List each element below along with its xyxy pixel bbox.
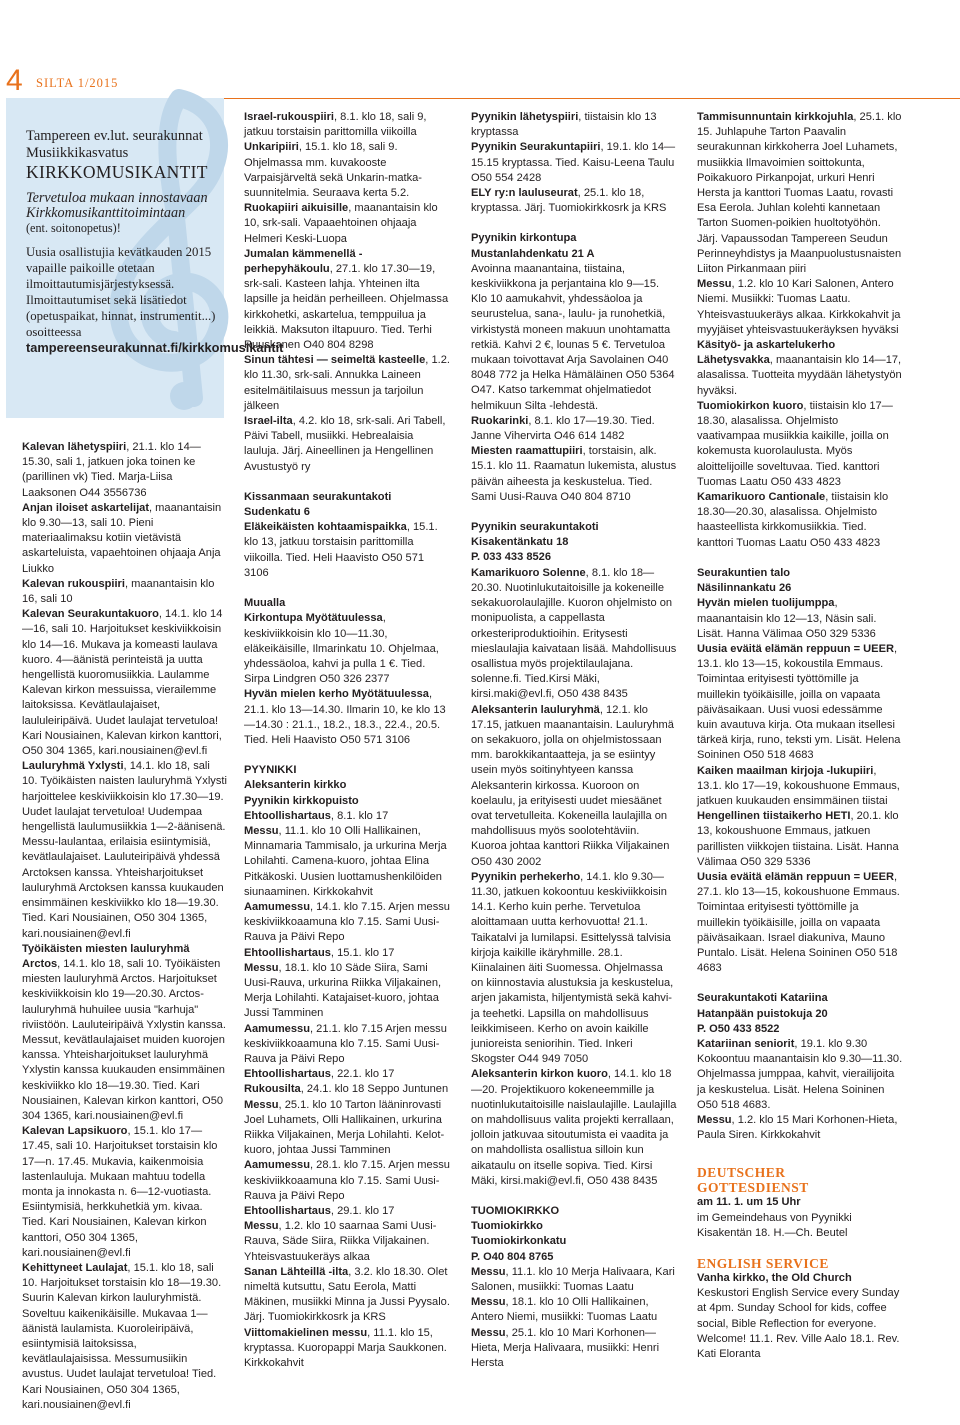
service-item: Rukousilta, 24.1. klo 18 Seppo Juntunen (244, 1083, 449, 1096)
kirkontupa-text: Avoinna maanantaina, tiistaina, keskiviikkona ja perjantaina klo 9—15. Klo 10 aamukahvit, yhdessäoloa ja seurustelua, sana-, laulu- ja runohetkiä, virkistystä moneen makuun unohtamatta retkiä. Kahvi 2 €, lounas 5 €. Tervetuloa mukaan toivottavat Arja Savolainen O40 8048 772 ja Helka Hämäläinen O50 5364 O47. Katso tarkemmat ohjelmatiedot helmikuun Silta -lehdestä. (471, 262, 675, 412)
tuomiokirkko-heading: TUOMIOKIRKKO (471, 1205, 560, 1218)
event-item: Tammisunnuntain kirkkojuhla, 25.1. klo 15. Juhlapuhe Tarton Paavalin seurakunnan kirkkoherra Joel Luhamets, musiikkia Ilmavoimien soittokunta, Poikakuoro Pirkanpojat, urkuri Henri Hersta ja kanttori Tuomas Laatu, rovasti Esa Eerola. Juhlan kolehti kannetaan Tarton Suomen-poikien huoltotyöhön. Järj. Vapaussodan Tampereen Seudun Perinneyhdistys ja Maanpuolustusnaisten Liiton Pirkanmaan piiri (697, 111, 902, 276)
column-1 (22, 440, 228, 1413)
event-item: Ruokarinki, 8.1. klo 17—19.30. Tied. Janne Vihervirta O46 614 1482 (471, 414, 655, 443)
service-item: Ehtoollishartaus, 8.1. klo 17 (244, 809, 389, 822)
en-text: Keskustori English Service every Sunday at 4pm. Sunday School for kids, coffee social, Bible Reflection for everyone. Welcome! 11.1. Rev. Ville Aalo 18.1. Rev. Kati Eloranta (697, 1287, 900, 1361)
event-item: Kirkontupa Myötätuulessa, keskiviikkoisin klo 10—11.30, eläkeikäisille, Ilmarinkatu 10. Ohjelmaa, yhdessäoloa, kahvi ja pulla 1 €. Tied. Sirpa Lindgren O50 326 2377 (244, 612, 439, 686)
event-item: Israel-ilta, 4.2. klo 18, srk-sali. Ari Tabell, Päivi Tabell, musiikki. Hebrealaisia lauluja. Järj. Aineellinen ja Hengellinen Avustustyö ry (244, 415, 446, 473)
service-item: Viittomakielinen messu, 11.1. klo 15, kryptassa. Kuoropappi Marja Saukkonen. Kirkkokahvit (244, 1326, 447, 1370)
event-item: Kalevan rukouspiiri, maanantaisin klo 16, sali 10 (22, 577, 215, 606)
event-item: Pyynikin Seurakuntapiiri, 19.1. klo 14—15.15 kryptassa. Tied. Kaisu-Leena Taulu O50 554 2428 (471, 141, 676, 184)
english-service-heading: ENGLISH SERVICE (697, 1256, 829, 1272)
talo-heading: Seurakuntien talo (697, 566, 791, 579)
event-item: Hyvän mielen tuolijumppa, maanantaisin klo 12—13, Näsin sali. Lisät. Hanna Välimaa O50 329 5336 (697, 597, 877, 640)
column-3 (471, 110, 677, 1371)
publication-title: SILTA 1/2015 (36, 76, 119, 90)
event-item: Pyynikin perhekerho, 14.1. klo 9.30—11.30, jatkuen kokoontuu keskiviikkoisin 14.1. Kerho kuin perhe. Tervetuloa aloittamaan uutta kerhovuotta! 21.1. Taikatalvi ja lumilapsi. Esittelyssä talvisia kirjoja kaikille ikäryhmille. 28.1. Kiinalainen äiti Suomessa. Ohjelmassa on kiinnostavia alustuksia ja keskustelua, arjen jakamista, hiljentymistä sekä kahvi- ja teehetki. Lapsilla on mahdollisuus leikkimiseen. Kerho on avoin kaikille junioreista seniorihin. Tied. Inkeri Skogster O44 949 7050 (471, 870, 674, 1066)
kirkkomusikantit-box (6, 98, 284, 418)
aleksanterin-kirkko-heading: Aleksanterin kirkko (244, 779, 347, 792)
kirkontupa-address: Mustanlahdenkatu 21 A (471, 247, 595, 260)
service-item: Sanan Lähteillä -ilta, 3.2. klo 18.30. Olet nimeltä kutsuttu, Satu Eerola, Matti Mäkinen, musiikki Minna ja Jussi Pyysalo. Järj. Tuomiokirkkosrk ja KRS (244, 1265, 450, 1324)
pyynikin-kirkkopuisto-heading: Pyynikin kirkkopuisto (244, 794, 359, 807)
event-item: Käsityö- ja askartelukerho Lähetysvakka, maanantaisin klo 14—17, alasalissa. Tuotteita myydään lähetystyön hyväksi. (697, 339, 902, 397)
katariina-phone: P. O50 433 8522 (697, 1022, 780, 1035)
service-item: Messu, 11.1. klo 10 Merja Halivaara, Kari Salonen, musiikki: Tuomas Laatu (471, 1265, 675, 1294)
service-item: Messu, 25.1. klo 10 Mari Korhonen—Hieta, Merja Halivaara, musiikki: Henri Hersta (471, 1326, 660, 1370)
muualla-heading: Muualla (244, 597, 286, 610)
event-item: Aleksanterin kirkon kuoro, 14.1. klo 18—20. Projektikuoro kokeneemmille ja nuotinlukutaitoisille naislaulajille. Laulajilla on mahdollisuus valita projekti kerrallaan, jolloin jatkuvaa sitoutumista ei vaadita ja on mahdollista osallistua silloin kun aikataulu on itselle sopiva. Tied. Kirsi Mäki, kirsi.maki@evl.fi, O50 438 8435 (471, 1068, 677, 1187)
event-item: Uusia eväitä elämän reppuun = UEER, 27.1. klo 13—15, kokoushuone Emmaus. Toimintaa erityisesti työttömille ja muillekin työikäisille, joilla on vapaata päiväsaikaan. Israel diakuniva, Mauno Puntalo. Lisät. Helena Soininen O50 518 4683 (697, 870, 900, 975)
service-item: Messu, 18.1. klo 10 Olli Hallikainen, Antero Niemi, musiikki: Tuomas Laatu (471, 1296, 658, 1324)
event-item: Ruokapiiri aikuisille, maanantaisin klo 10, srk-sali. Vapaaehtoinen ohjaaja Helmeri Keski-Luopa (244, 202, 438, 245)
event-item: Israel-rukouspiiri, 8.1. klo 18, sali 9, jatkuu torstaisin parittomilla viikoilla (244, 111, 427, 139)
service-item: Aamumessu, 28.1. klo 7.15. Arjen messu keskiviikkoaamuna klo 7.15. Sami Uusi-Rauva ja Päivi Repo (244, 1159, 450, 1202)
service-item: Ehtoollishartaus, 29.1. klo 17 (244, 1205, 395, 1218)
event-item: Pyynikin lähetyspiiri, tiistaisin klo 13 kryptassa (471, 111, 657, 139)
katariina-heading: Seurakuntakoti Katariina (697, 992, 828, 1005)
event-item: Messu, 1.2. klo 10 Kari Salonen, Antero Niemi. Musiikki: Tuomas Laatu. Yhteisvastuukeräys alkaa. Kirkkokahvit ja myyjäiset yhteisvastuukeräyksen hyväksi (697, 278, 901, 336)
event-item: Kalevan Lapsikuoro, 15.1. klo 17—17.45, sali 10. Harjoitukset torstaisin klo 17—n. 17.45. Mukavia, kaikenmoisia lastenlauluja. Mukaan mahtuu todella monta ja innokasta n. 6—12-vuotiasta. Esiintymisiä, herkkuhetkiä ym. kivaa. Tied. Kari Nousiainen, Kalevan kirkon kanttori, O50 304 1365, kari.nousiainen@evl.fi (22, 1125, 218, 1259)
box-title: KIRKKOMUSIKANTIT (26, 162, 208, 182)
tuomiokirkko-address: Tuomiokirkonkatu (471, 1235, 567, 1248)
event-item: Jumalan kämmenellä -perhepyhäkoulu, 27.1. klo 17.30—19, srk-sali. Kasteen lahja. Yhteinen ilta lapsille ja heidän perheilleen. Ohjelmassa kirkkohetki, askartelua, temppuilua ja leikkiä. Maksuton iltapuuro. Tied. Terhi Ruuskanen O40 804 8298 (244, 247, 449, 352)
event-item: Messu, 1.2. klo 15 Mari Korhonen-Hieta, Paula Siren. Kirkkokahvit (697, 1114, 898, 1142)
gottesdienst-heading: GOTTESDIENST (697, 1180, 809, 1196)
srkkoti-address: Kisakentänkatu 18 (471, 536, 569, 549)
event-item: Aleksanterin lauluryhmä, 12.1. klo 17.15, jatkuen maanantaisin. Lauluryhmä on sekakuoro, jolla on ohjelmistossaan mm. barokkikantaatteja, ja se esiintyy usein myös soitinyhtyeen kanssa Aleksanterin kirkossa. Kuoroon on koelaulu, ja erityisesti uudet miesäänet ovat tervetulleita. Kokeneilla laulajilla on mahdollisuus myös soolotehtäviin. Kuoroa johtaa kanttori Riikka Viljakainen O50 430 2002 (471, 703, 674, 868)
event-item: Anjan iloiset askartelijat, maanantaisin klo 9.30—13, sali 10. Pieni materiaalimaksu kotiin vietävistä askarteluista, vapaehtoinen ohjaaja Anja Liukko (22, 501, 222, 575)
event-item: Kamarikuoro Solenne, 8.1. klo 18—20.30. Nuotinlukutaitoisille ja kokeneille sekakuorolaulajille. Kuoron ohjelmisto on monipuolista, a cappellasta orkesteriproduktioihin. Eritysesti mieslaulajia kaivataan lisää. Mahdollisuus osallistua myös projektilaulajana. solenne.fi. Tied.Kirsi Mäki, kirsi.maki@evl.fi, O50 438 8435 (471, 566, 677, 701)
talo-address: Näsilinnankatu 26 (697, 582, 792, 595)
srkkoti-heading: Pyynikin seurakuntakoti (471, 521, 599, 534)
kissanmaa-item: Eläkeikäisten kohtaamispaikka, 15.1. klo 13, jatkuu torstaisin parittomilla viikoilla. Tied. Heli Haavisto O50 571 3106 (244, 521, 438, 579)
event-item: Kalevan lähetyspiiri, 21.1. klo 14—15.30, sali 1, jatkuen joka toinen ke (parillinen vk) Tied. Marja-Liisa Laaksonen O44 3556736 (22, 441, 201, 499)
event-item: Katariinan seniorit, 19.1. klo 9.30 Kokoontuu maanantaisin klo 9.30—11.30. Ohjelmassa jumppaa, kahvit, vierailijoita ja keskustelua. Lisät. Helena Soininen O50 518 4683. (697, 1037, 903, 1111)
event-item: ELY ry:n lauluseurat, 25.1. klo 18, kryptassa. Järj. Tuomiokirkkosrk ja KRS (471, 187, 667, 215)
srkkoti-phone: P. 033 433 8526 (471, 551, 551, 564)
box-intro: Tervetuloa mukaan innostavaan Kirkkomusikanttitoimintaan (26, 190, 208, 221)
box-line1: Tampereen ev.lut. seurakunnat (26, 128, 203, 144)
service-item: Ehtoollishartaus, 22.1. klo 17 (244, 1068, 395, 1081)
kissanmaa-address: Sudenkatu 6 (244, 506, 310, 519)
box-url[interactable]: tampereenseurakunnat.fi/kirkkomusikantit (26, 340, 284, 355)
page-number: 4 (6, 64, 23, 97)
de-text: im Gemeindehaus von Pyynikki Kisakentän 18. H.—Ch. Beutel (697, 1211, 852, 1239)
column-2 (244, 110, 450, 1371)
service-item: Messu, 1.2. klo 10 saarnaa Sami Uusi-Rauva, Säde Siira, Riikka Viljakainen. Yhteisvastuukeräys alkaa (244, 1220, 437, 1263)
event-item: Kalevan Seurakuntakuoro, 14.1. klo 14—16, sali 10. Harjoitukset keskiviikkoisin klo 14—16. Mukava ja komeasti laulava kuoro. 4—äänistä perinteistä ja uutta hengellistä kuoromusiikkia. Laulamme Kalevan kirkon messuissa, vierailemme laitoksissa. Kevätlaulajaiset, laululeiripäivä. Uudet laulajat tervetuloa! Kari Nousiainen, Kalevan kirkon kanttori, O50 304 1365, kari.nousiainen@evl.fi (22, 608, 223, 758)
event-item: Uusia eväitä elämän reppuun = UEER, 13.1. klo 13—15, kokoustila Emmaus. Toimintaa erityisesti työttömille ja muillekin työikäisille, joilla on vapaata päiväsaikaan. Uusi vuosi edessämme kuin avautuva kirja. Ota mukaan itsellesi tärkeä kirja, runo, teksti ym. Lisät. Helena Soininen O50 518 4683 (697, 642, 901, 762)
en-location: Vanha kirkko, the Old Church (697, 1272, 852, 1285)
event-item: Lauluryhmä Yxlysti, 14.1. klo 18, sali 10. Työikäisten naisten lauluryhmä Yxlysti harjoittelee keskiviikkoisin klo 17.30—19. Uudet laulajat tervetuloa! Uudempaa hengellistä laulumusiikkia 1—2-äänisenä. Messu-laulantaa, erilaisia esiintymisiä, kevätlaulajaiset. Lauluteiripäivä yhdessä Arctoksen kanssa. Yhteisharjoitukset lauluryhmä Arctoksen kanssa kuukauden ensimmäinen keskiviikko klo 18—19.30. Tied. Kari Nousiainen, O50 304 1365, kari.nousiainen@evl.fi (22, 760, 227, 940)
event-item: Kehittyneet Laulajat, 15.1. klo 18, sali 10. Harjoitukset torstaisin klo 18—19.30. Suurin Kalevan kirkon lauluryhmistä. Soveltuu kaikenikäisille. Mukavaa 1—äänistä laulamista. Kuoroleiripäivä, esiintymisiä laitoksissa, kevätlaulajaisissa. Messumusiikin avustus. Uudet laulajat tervetuloa! Tied. Kari Nousiainen, O50 304 1365, kari.nousiainen@evl.fi (22, 1261, 222, 1411)
kissanmaa-heading: Kissanmaan seurakuntakoti (244, 490, 392, 503)
service-item: Messu, 18.1. klo 10 Säde Siira, Sami Uusi-Rauva, urkurina Riikka Viljakainen, Merja Lohilahti. Katajaiset-kuoro, johtaa Jussi Tamminen (244, 961, 442, 1020)
event-item: Miesten raamattupiiri, torstaisin, alk. 15.1. klo 11. Raamatun lukemista, alustus päivän aiheesta ja keskustelua. Tied. Sami Uusi-Rauva O40 804 8710 (471, 445, 677, 503)
tuomiokirkko-phone: P. O40 804 8765 (471, 1250, 554, 1263)
event-item: Unkaripiiri, 15.1. klo 18, sali 9. Ohjelmassa mm. kuvakooste Varpaisjärveltä sekä Unkarin-matka-suunnitelmia. Seuraava kerta 5.2. (244, 141, 422, 200)
tuomiokirkko-subheading: Tuomiokirkko (471, 1220, 543, 1233)
event-item: Sinun tähtesi — seimeltä kasteelle, 1.2. klo 11.30, srk-sali. Annukka Laineen esitelmäitilaisuus messun ja tarjoilun jälkeen (244, 354, 450, 412)
event-item: Hengellinen tiistaikerho HETI, 20.1. klo 13, kokoushuone Emmaus, jatkuen parillisten viikkojen tiistaina. Lisät. Hanna Välimaa O50 329 5336 (697, 810, 899, 868)
deutscher-heading: DEUTSCHER (697, 1165, 786, 1181)
box-line2: Musiikkikasvatus (26, 144, 129, 161)
event-item: Kamarikuoro Cantionale, tiistaisin klo 18.30—20.30, alasalissa. Ohjelmisto haasteellista kirkkomusiikkia. Tied. kanttori Tuomas Laatu O50 433 4823 (697, 491, 889, 549)
katariina-address: Hatanpään puistokuja 20 (697, 1007, 828, 1020)
service-item: Messu, 25.1. klo 10 Tarton lääninrovasti Joel Luhamets, Olli Hallikainen, urkurina Riikka Viljakainen, Merja Lohilahti. Kelot-kuoro, johtaa Jussi Tamminen (244, 1098, 445, 1157)
column-4 (697, 110, 903, 1362)
pyynikki-heading: PYYNIKKI (244, 764, 297, 777)
kirkontupa-heading: Pyynikin kirkontupa (471, 232, 577, 245)
service-item: Messu, 11.1. klo 10 Olli Hallikainen, Minnamaria Tammisalo, ja urkurina Merja Lohilahti. Camena-kuoro, johtaa Elina Pitkäkoski. Uusien luottamushenkilöiden siunaaminen. Kirkkokahvit (244, 824, 447, 898)
box-intro-sub: (ent. soitonopetus)! (26, 221, 121, 235)
event-item: Hyvän mielen kerho Myötätuulessa, 21.1. klo 13—14.30. Ilmarin 10, ke klo 13—14.30 : 21.1., 18.2., 18.3., 22.4., 20.5. Tied. Heli Haavisto O50 571 3106 (244, 688, 446, 746)
box-body1: Uusia osallistujia kevätkauden 2015 vapaille paikoille otetaan ilmoittautumisjärjestyksessä. (26, 245, 212, 291)
service-item: Ehtoollishartaus, 15.1. klo 17 (244, 946, 395, 959)
event-item: Kaiken maailman kirjoja -lukupiiri, 13.1. klo 17—19, kokoushuone Emmaus, jatkuen kuukauden ensimmäinen tiistai (697, 764, 900, 807)
event-item: Työikäisten miesten lauluryhmä Arctos, 14.1. klo 18, sali 10. Työikäisten miesten lauluryhmä Arctos. Harjoitukset keskiviikkoisin klo 19—20.30. Arctos-lauluryhmä huhuilee uusia "karhuja" riviistöön. Lauluteiripäivä Yxlystin kanssa. Messut, kevätlaulajaiset muiden kuorojen kanssa. Yhteisharjoitukset lauluryhmä Yxlystin kanssa kuukauden ensimmäinen keskiviikko klo 18—19.30. Tied. Kari Nousiainen, Kalevan kirkon kanttori, O50 304 1365, kari.nousiainen@evl.fi (22, 942, 226, 1122)
service-item: Aamumessu, 14.1. klo 7.15. Arjen messu keskiviikkoaamuna klo 7.15. Sami Uusi-Rauva ja Päivi Repo (244, 900, 450, 944)
de-time: am 11. 1. um 15 Uhr (697, 1196, 801, 1209)
event-item: Tuomiokirkon kuoro, tiistaisin klo 17—18.30, alasalissa. Ohjelmisto vaativampaa musiikkia kaikille, joilla on kokemusta kuorolaulusta. Myös aloittelijoille soveltuvaa. Tied. kanttori Tuomas Laatu O50 433 4823 (697, 399, 893, 488)
service-item: Aamumessu, 21.1. klo 7.15 Arjen messu keskiviikkoaamuna klo 7.15. Sami Uusi-Rauva ja Päivi Repo (244, 1022, 447, 1065)
box-body2: Ilmoittautumiset sekä lisätiedot (opetuspaikat, hinnat, instrumentit...) osoitteessa (26, 293, 216, 339)
